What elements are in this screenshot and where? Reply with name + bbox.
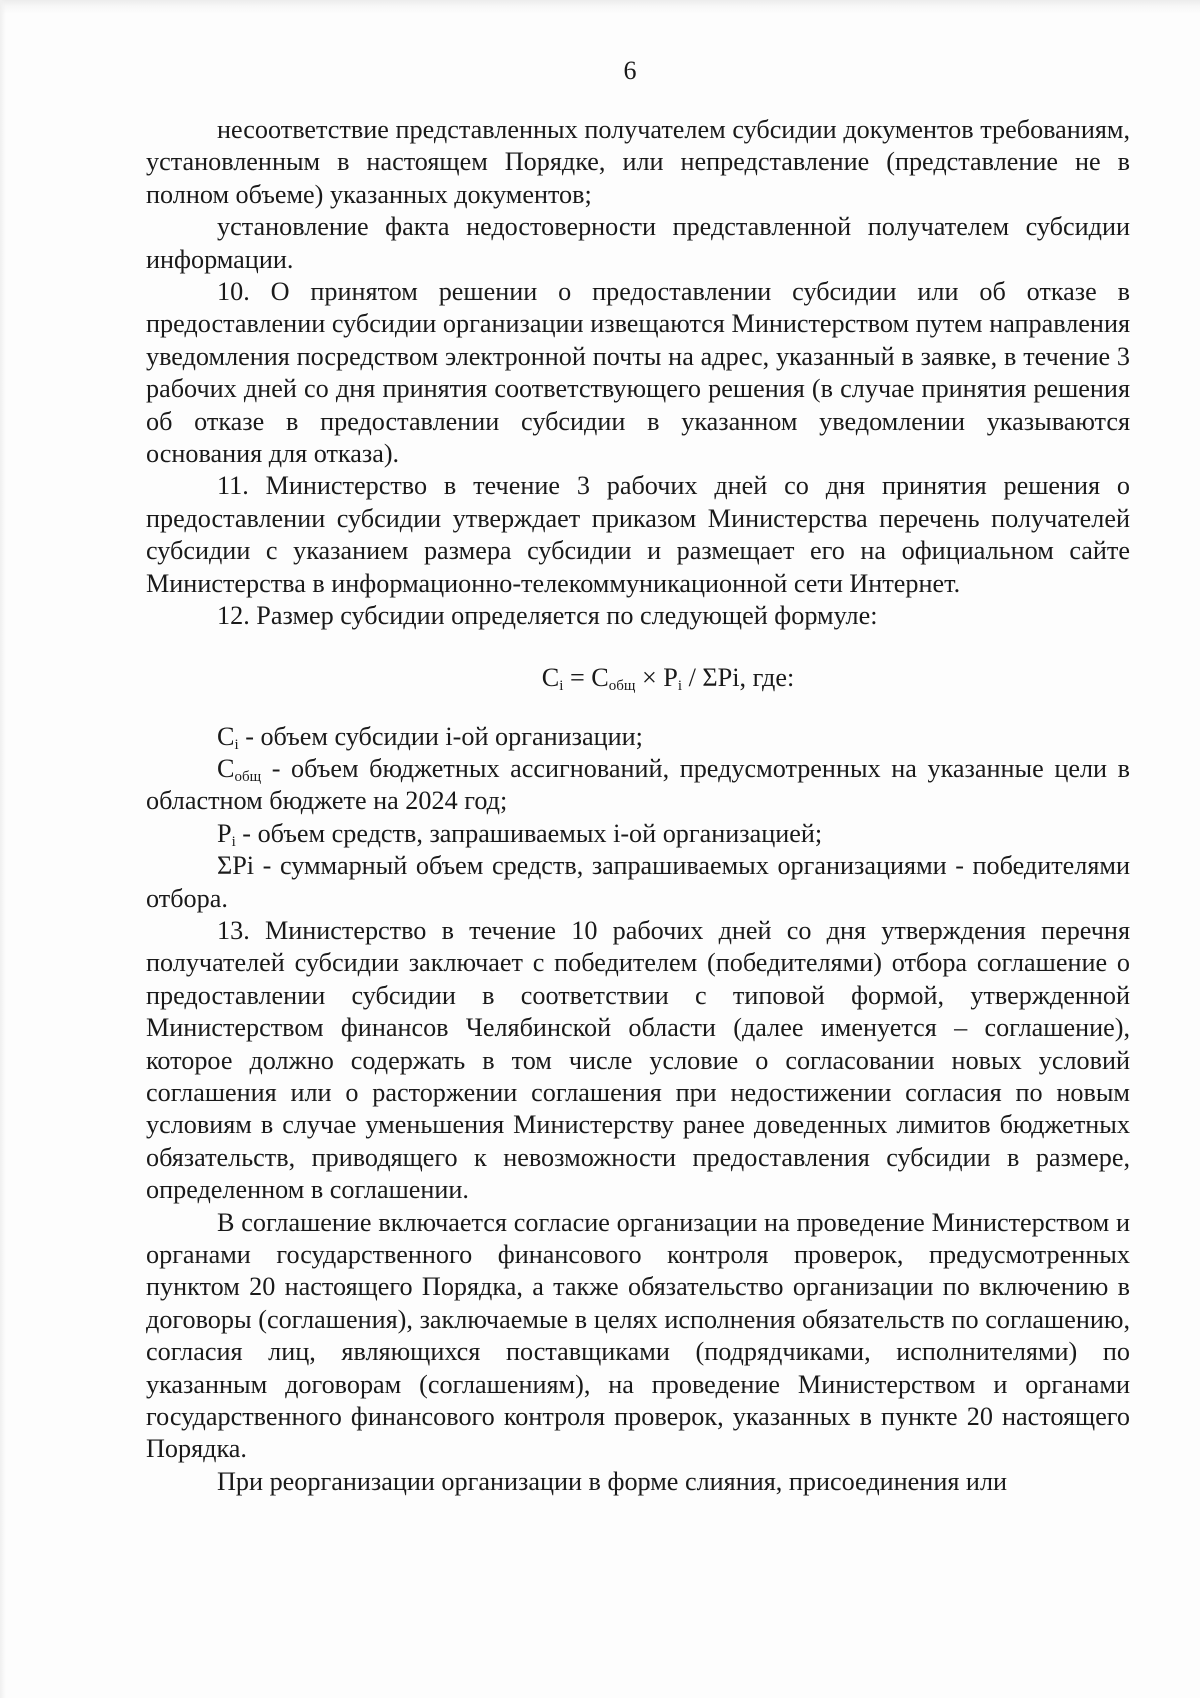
definition-text: - объем субсидии i-ой организации; bbox=[238, 721, 643, 751]
definition-text: - объем средств, запрашиваемых i-ой организацией; bbox=[235, 818, 823, 848]
definition-text: - объем бюджетных ассигнований, предусмотренных на указанные цели в областном бюджете на 2024 год; bbox=[146, 753, 1130, 816]
document-body bbox=[146, 114, 1130, 1498]
definition-symbol-sub: i bbox=[234, 736, 239, 753]
formula-eq: = C bbox=[563, 662, 609, 692]
definition-symbol: ΣPi bbox=[217, 851, 255, 881]
definition-symbol: C bbox=[217, 753, 235, 783]
paragraph-reorganization: При реорганизации организации в форме слияния, присоединения или bbox=[217, 1466, 1008, 1496]
definition-symbol-sub: i bbox=[231, 833, 236, 850]
definition-ci bbox=[146, 721, 1130, 753]
paragraph-nonconformity: несоответствие представленных получателем субсидии документов требованиям, установленным в настоящем Порядке, или непредставление (представление не в полном объеме) указанных документов; bbox=[146, 115, 1130, 209]
formula-c-sub: i bbox=[559, 677, 564, 694]
formula-c-total-sub: общ bbox=[608, 677, 636, 694]
formula-times: × P bbox=[635, 662, 678, 692]
definition-pi bbox=[146, 818, 1130, 850]
definition-c-total bbox=[146, 753, 1130, 818]
subsidy-formula bbox=[146, 661, 1130, 695]
paragraph-item-11: 11. Министерство в течение 3 рабочих дней со дня принятия решения о предоставлении субсидии утверждает приказом Министерства перечень получателей субсидии с указанием размера субсидии и размещает его на официальном сайте Министерства в информационно-телекоммуникационной сети Интернет. bbox=[146, 471, 1130, 598]
formula-rest: / ΣPi, где: bbox=[682, 662, 795, 692]
paragraph-item-13: 13. Министерство в течение 10 рабочих дней со дня утверждения перечня получателей субсидии заключает с победителем (победителями) отбора соглашение о предоставлении субсидии в соответствии с типовой формой, утвержденной Министерством финансов Челябинской области (далее именуется – соглашение), которое должно содержать в том числе условие о согласовании новых условий соглашения или о расторжении соглашения при недостижении согласия по новым условиям в случае уменьшения Министерству ранее доведенных лимитов бюджетных обязательств, приводящего к невозможности предоставления субсидии в размере, определенном в соглашении. bbox=[146, 915, 1130, 1205]
paragraph-unreliable-info: установление факта недостоверности представленной получателем субсидии информации. bbox=[146, 212, 1130, 274]
definition-symbol: P bbox=[217, 818, 232, 848]
definition-text: - суммарный объем средств, запрашиваемых организациями - победителями отбора. bbox=[146, 851, 1130, 913]
definition-symbol-sub: общ bbox=[234, 768, 262, 785]
definition-sum-pi bbox=[146, 850, 1130, 915]
definition-symbol: C bbox=[217, 721, 235, 751]
formula-c: C bbox=[541, 662, 560, 692]
paragraph-agreement-consent: В соглашение включается согласие организации на проведение Министерством и органами государственного финансового контроля проверок, предусмотренных пунктом 20 настоящего Порядка, а также обязательство организации по включению в договоры (соглашения), заключаемые в целях исполнения обязательств по соглашению, согласия лиц, являющихся поставщиками (подрядчиками, исполнителями) по указанным договорам (соглашениям), на проведение Министерством и органами государственного финансового контроля проверок, указанных в пункте 20 настоящего Порядка. bbox=[146, 1207, 1130, 1464]
page-number: 6 bbox=[623, 56, 637, 85]
paragraph-item-12: 12. Размер субсидии определяется по следующей формуле: bbox=[217, 601, 878, 631]
paragraph-item-10: 10. О принятом решении о предоставлении субсидии или об отказе в предоставлении субсидии организации извещаются Министерством путем направления уведомления посредством электронной почты на адрес, указанный в заявке, в течение 3 рабочих дней со дня принятия соответствующего решения (в случае принятия решения об отказе в предоставлении субсидии в указанном уведомлении указываются основания для отказа). bbox=[146, 277, 1130, 469]
scan-shadow-left bbox=[0, 0, 6, 1698]
scan-shadow-top bbox=[0, 0, 1200, 14]
formula-p-sub: i bbox=[677, 677, 683, 694]
